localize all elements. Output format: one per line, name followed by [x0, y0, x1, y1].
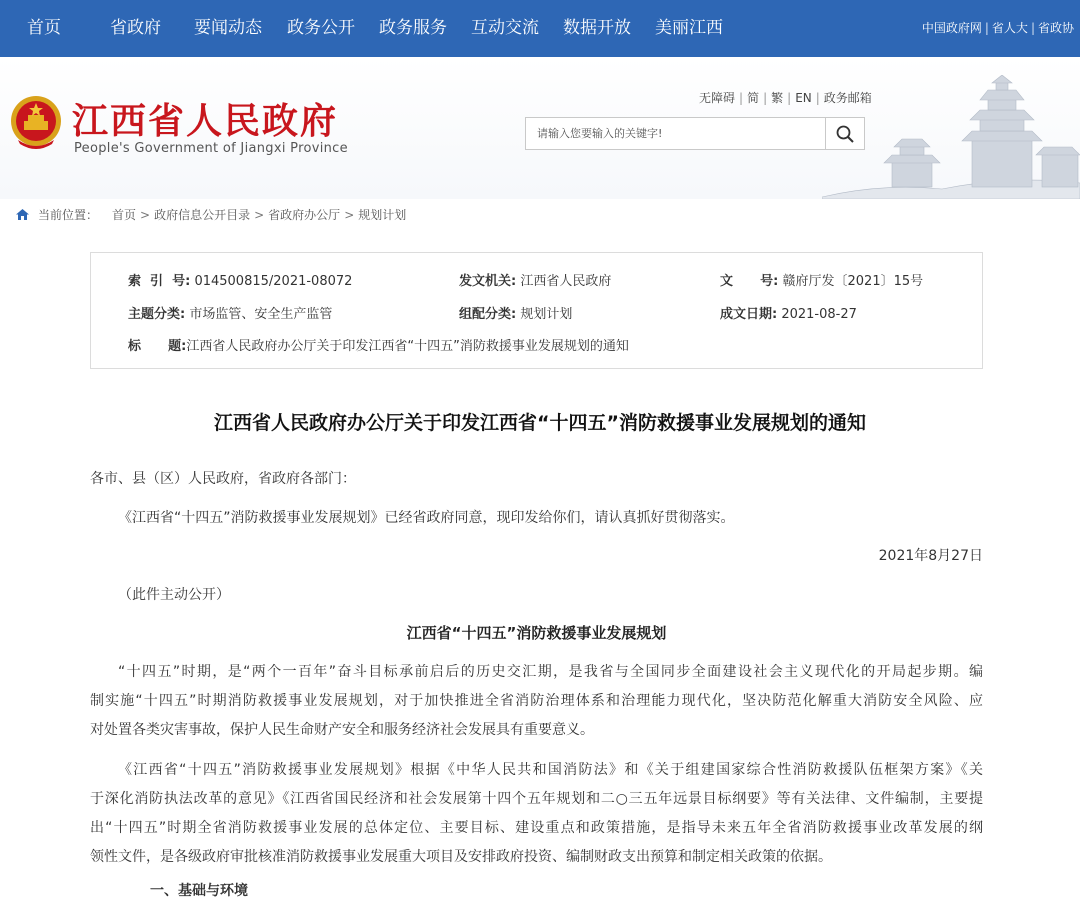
meta-assignment-category: 组配分类: 规划计划	[459, 307, 573, 322]
paragraph-line: 对处置各类灾害事故，保护人民生命财产安全和服务经济社会发展具有重要意义。	[90, 722, 594, 738]
document-metadata-box	[90, 252, 983, 369]
meta-title: 标 题:江西省人民政府办公厅关于印发江西省“十四五”消防救援事业发展规划的通知	[128, 339, 629, 354]
document-date: 2021年8月27日	[878, 548, 983, 564]
nav-item-home[interactable]: 首页	[27, 18, 61, 38]
paragraph-line: 于深化消防执法改革的意见》《江西省国民经济和社会发展第十四个五年规划和二○三五年远景目标纲要》等有关法律、文件编制，主要提	[90, 791, 983, 807]
paragraph-line: 出“十四五”时期全省消防救援事业发展的总体定位、主要目标、建设重点和政策措施，是指导未来五年全省消防救援事业改革发展的纲	[90, 820, 983, 836]
meta-written-date: 成文日期: 2021-08-27	[720, 307, 857, 322]
disclosure-note: （此件主动公开）	[118, 587, 230, 603]
link-china-government[interactable]: 中国政府网	[921, 21, 982, 35]
page-title: 江西省人民政府办公厅关于印发江西省“十四五”消防救援事业发展规划的通知	[214, 412, 866, 434]
nav-item-provincial-government[interactable]: 省政府	[110, 18, 161, 38]
paragraph-line: 制实施“十四五”时期消防救援事业发展规划，对于加快推进全省消防治理体系和治理能力现代化，坚决防范化解重大消防安全风险、应	[90, 693, 983, 709]
breadcrumb-planning[interactable]: 规划计划	[358, 208, 407, 222]
meta-index-number: 索 引 号: 014500815/2021-08072	[128, 274, 353, 289]
salutation-text: 各市、县（区）人民政府，省政府各部门：	[90, 471, 356, 487]
national-emblem-icon	[8, 94, 64, 152]
link-accessibility[interactable]: 无障碍	[699, 91, 736, 105]
nav-item-government-affairs-disclosure[interactable]: 政务公开	[287, 18, 355, 38]
paragraph-line: 领性文件，是各级政府审批核准消防救援事业发展重大项目及安排政府投资、编制财政支出预算和制定相关政策的依据。	[90, 849, 832, 865]
pavilion-illustration-icon	[822, 75, 1080, 199]
meta-document-number: 文 号: 赣府厅发〔2021〕15号	[720, 274, 924, 289]
breadcrumb-general-office[interactable]: 省政府办公厅	[268, 208, 341, 222]
nav-item-interaction[interactable]: 互动交流	[471, 18, 539, 38]
intro-paragraph: 《江西省“十四五”消防救援事业发展规划》已经省政府同意，现印发给你们，请认真抓好贯彻落实。	[118, 510, 735, 526]
link-government-email[interactable]: 政务邮箱	[823, 91, 872, 105]
link-english[interactable]: EN	[795, 91, 812, 105]
breadcrumb-separator-icon: >	[254, 207, 265, 222]
link-provincial-congress[interactable]: 省人大	[991, 21, 1028, 35]
section-title: 江西省“十四五”消防救援事业发展规划	[406, 624, 667, 642]
top-right-links: 中国政府网 | 省人大 | 省政协	[921, 21, 1074, 35]
breadcrumb-home[interactable]: 首页	[112, 208, 137, 222]
top-nav-bar	[0, 0, 1080, 57]
header-links: 无障碍 | 简 | 繁 | EN | 政务邮箱	[699, 91, 872, 105]
next-section-heading: 一、基础与环境	[150, 883, 248, 899]
site-subtitle: People's Government of Jiangxi Province	[74, 141, 348, 156]
breadcrumb-disclosure-catalog[interactable]: 政府信息公开目录	[154, 208, 251, 222]
meta-topic-category: 主题分类: 市场监管、安全生产监管	[128, 307, 333, 322]
breadcrumb	[16, 206, 406, 223]
paragraph-line: “十四五”时期，是“两个一百年”奋斗目标承前启后的历史交汇期，是我省与全国同步全面建设社会主义现代化的开局起步期。编	[118, 664, 983, 680]
site-header	[0, 57, 1080, 199]
link-simplified[interactable]: 简	[747, 91, 760, 105]
link-traditional[interactable]: 繁	[771, 91, 784, 105]
paragraph-line: 《江西省“十四五”消防救援事业发展规划》根据《中华人民共和国消防法》和《关于组建国家综合性消防救援队伍框架方案》《关	[118, 762, 983, 778]
breadcrumb-separator-icon: >	[140, 207, 151, 222]
breadcrumb-prefix: 当前位置：	[38, 208, 99, 222]
search-input[interactable]	[526, 118, 826, 149]
search-box	[525, 117, 865, 150]
nav-item-open-data[interactable]: 数据开放	[563, 18, 631, 38]
link-provincial-cppcc[interactable]: 省政协	[1037, 21, 1074, 35]
home-icon	[16, 209, 29, 220]
nav-item-news[interactable]: 要闻动态	[194, 18, 262, 38]
nav-item-government-services[interactable]: 政务服务	[379, 18, 447, 38]
site-title: 江西省人民政府	[72, 100, 339, 142]
meta-issuing-authority: 发文机关: 江西省人民政府	[459, 274, 612, 289]
breadcrumb-separator-icon: >	[344, 207, 355, 222]
nav-item-beautiful-jiangxi[interactable]: 美丽江西	[655, 18, 723, 38]
